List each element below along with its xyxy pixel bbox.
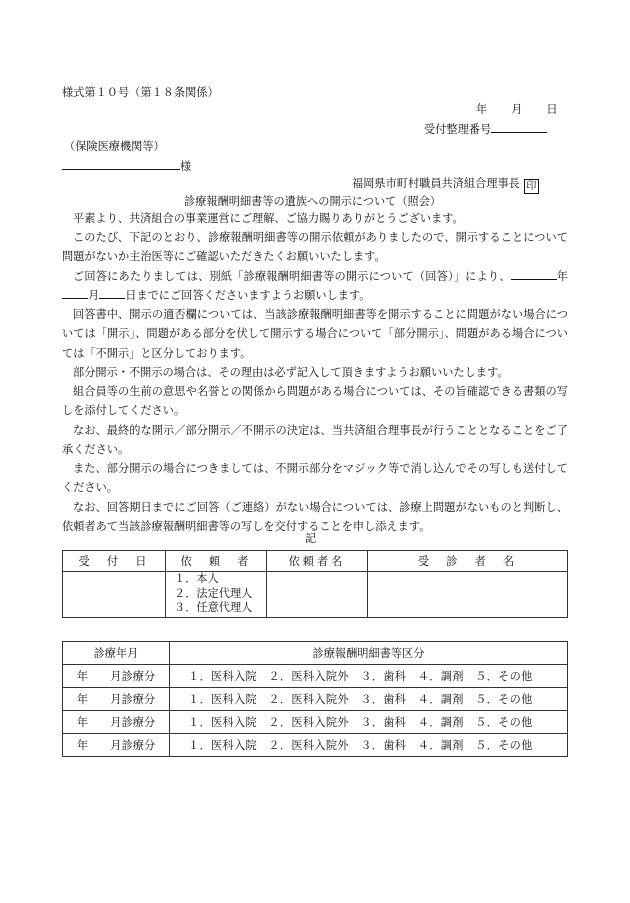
paragraph-4: 回答書中、開示の適否欄については、当該診療報酬明細書等を開示することに問題がない場合については「開示」、問題がある部分を伏して開示する場合について「部分開示」、問題がある場合については「不開示」と区分しております。 [62, 308, 568, 360]
paragraph-8: また、部分開示の場合につきましては、不開示部分をマジック等で消し込んでその写しも送付してください。 [62, 462, 568, 495]
paragraph-7: なお、最終的な開示／部分開示／不開示の決定は、当共済組合理事長が行うこととなることをご了承ください。 [62, 424, 568, 457]
header-requester-name: 依頼者名 [267, 551, 368, 572]
treatment-month-cell[interactable]: 年 月診療分 [63, 734, 170, 757]
treatment-month-cell[interactable]: 年 月診療分 [63, 688, 170, 711]
paragraph-6: 組合員等の生前の意思や名誉との関係から問題がある場合については、その旨確認できる書類の写しを添付してください。 [62, 385, 568, 418]
option-voluntary-agent: ３．任意代理人 [174, 601, 253, 614]
paragraph-2: このたび、下記のとおり、診療報酬明細書等の開示依頼がありましたので、開示することについて問題がないか主治医等にご確認いただきたくお願いいたします。 [62, 231, 568, 264]
receipt-label: 受付整理番号 [424, 123, 492, 136]
paragraph-1: 平素より、共済組合の事業運営にご理解、ご協力賜りありがとうございます。 [73, 212, 464, 225]
statement-type-cell[interactable]: １．医科入院 ２．医科入院外 ３．歯科 ４．調剤 ５．その他 [170, 688, 568, 711]
paragraph-9: なお、回答期日までにご回答（ご連絡）がない場合については、診療上問題がないものと判断し、依頼者あて当該診療報酬明細書等の写しを交付することを申し添えます。 [62, 501, 568, 534]
reply-month-field[interactable] [62, 286, 88, 299]
sender-name: 福岡県市町村職員共済組合理事長 [352, 177, 520, 190]
statement-table-header [63, 642, 568, 665]
table-row [63, 688, 568, 711]
recipient-line [62, 157, 191, 174]
treatment-month-cell[interactable]: 年 月診療分 [63, 711, 170, 734]
paragraph-3 [62, 267, 568, 306]
recipient-org: （保険医療機関等） [64, 140, 165, 153]
table-row [63, 734, 568, 757]
request-table-row [63, 572, 568, 618]
date-month: 月 [511, 103, 523, 116]
header-receipt-date: 受 付 日 [63, 551, 166, 572]
header-treatment-month: 診療年月 [63, 642, 170, 665]
recipient-name-field[interactable] [62, 157, 180, 170]
paragraph-3-text-b: までにご回答くださいますようお願いします。 [136, 289, 371, 303]
reply-year-label: 年 [556, 270, 568, 283]
table-row [63, 665, 568, 688]
cell-requester-name[interactable] [267, 572, 368, 618]
header-patient-name: 受 診 者 名 [368, 551, 568, 572]
statement-type-cell[interactable]: １．医科入院 ２．医科入院外 ３．歯科 ４．調剤 ５．その他 [170, 665, 568, 688]
date-line [476, 101, 558, 117]
header-requester: 依 頼 者 [166, 551, 267, 572]
paragraph-5: 部分開示・不開示の場合は、その理由は必ず記入して頂きますようお願いいたします。 [73, 366, 509, 379]
request-table-header [63, 551, 568, 572]
request-table [62, 550, 568, 618]
cell-patient-name[interactable] [368, 572, 568, 618]
reply-month-label: 月 [88, 289, 100, 303]
statement-type-cell[interactable]: １．医科入院 ２．医科入院外 ３．歯科 ４．調剤 ５．その他 [170, 734, 568, 757]
header-statement-type: 診療報酬明細書等区分 [170, 642, 568, 665]
cell-requester-options [166, 572, 267, 618]
option-self: １．本人 [174, 572, 219, 585]
cell-receipt-date[interactable] [63, 572, 166, 618]
option-legal-agent: ２．法定代理人 [174, 586, 253, 600]
reply-year-field[interactable] [511, 267, 557, 280]
paragraph-3-text-a: ご回答にあたりましては、別紙「診療報酬明細書等の開示について（回答）」により、 [73, 270, 511, 283]
treatment-month-cell[interactable]: 年 月診療分 [63, 665, 170, 688]
ki-heading: 記 [305, 532, 317, 545]
recipient-honorific: 様 [180, 160, 192, 173]
document-title: 診療報酬明細書等の遺族への開示について（照会） [184, 195, 442, 208]
table-row [63, 711, 568, 734]
form-number: 様式第１０号（第１８条関係） [62, 86, 219, 99]
sender [352, 175, 539, 194]
seal-mark: 印 [524, 179, 539, 194]
receipt-number-field[interactable] [491, 120, 547, 133]
statement-type-cell[interactable]: １．医科入院 ２．医科入院外 ３．歯科 ４．調剤 ５．その他 [170, 711, 568, 734]
reply-day-field[interactable] [99, 286, 125, 299]
receipt-number [424, 120, 547, 137]
statement-table [62, 641, 568, 757]
date-day: 日 [546, 103, 558, 116]
date-year: 年 [476, 103, 488, 116]
reply-day-label: 日 [125, 289, 137, 303]
